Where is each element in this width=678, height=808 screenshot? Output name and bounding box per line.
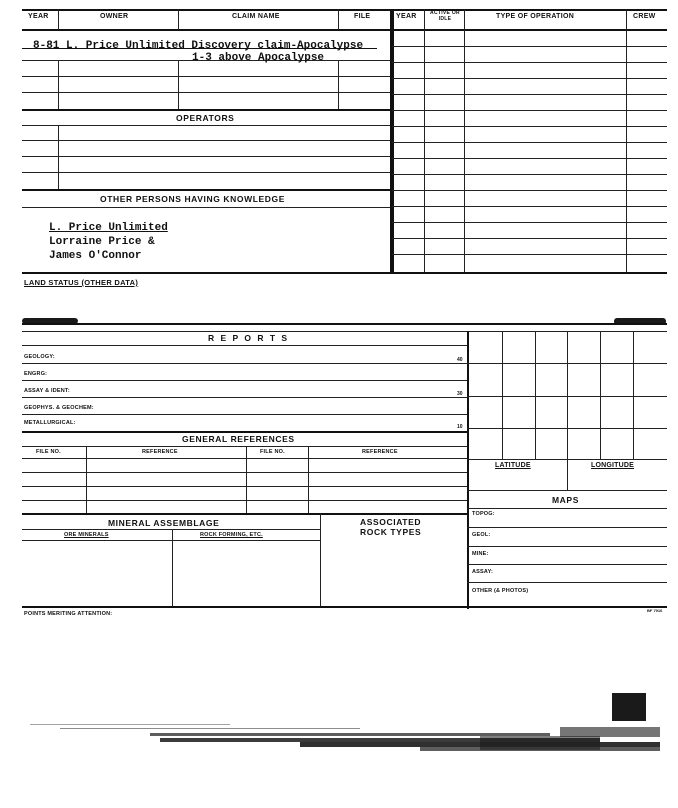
reports-title: R E P O R T S [208,333,290,343]
col-type-operation: TYPE OF OPERATION [496,13,575,20]
claim-entry-row-1: 8-81 L. Price Unlimited Discovery claim-Apocalypse [33,40,364,52]
claim-entry-row-2: 1-3 above Apocalypse [192,52,325,64]
knowledge-title: OTHER PERSONS HAVING KNOWLEDGE [100,194,286,204]
maps-geol: GEOL: [472,532,491,538]
associated-rock-types: ASSOCIATED [360,517,422,527]
col-claim-name: CLAIM NAME [232,13,280,20]
scan-black-square [612,693,646,721]
ref-header-file-no-1: FILE NO. [36,449,61,455]
maps-title: MAPS [552,495,579,505]
knowledge-line-2: Lorraine Price & [49,236,155,248]
col-active-idle: ACTIVE OR IDLE [430,10,460,22]
reports-engrg: ENGRG: [24,371,48,377]
reports-geology-num: 40 [457,357,463,363]
reports-geology: GEOLOGY: [24,354,55,360]
associated-rock-types-2: ROCK TYPES [360,527,422,537]
land-status-label: LAND STATUS (OTHER DATA) [24,278,139,287]
maps-mine: MINE: [472,551,489,557]
reports-metallurgical-num: 10 [457,424,463,430]
col-file: FILE [354,13,371,20]
ref-header-reference-2: REFERENCE [362,449,398,455]
points-meriting-attention: POINTS MERITING ATTENTION: [24,611,113,617]
ref-header-file-no-2: FILE NO. [260,449,285,455]
mineral-assemblage-title: MINERAL ASSEMBLAGE [108,518,220,528]
reports-geophys: GEOPHYS. & GEOCHEM: [24,405,94,411]
operators-title: OPERATORS [176,113,235,123]
col-owner: OWNER [100,13,129,20]
reports-assay: ASSAY & IDENT: [24,388,70,394]
ore-minerals-header: ORE MINERALS [64,532,109,538]
col-year-2: YEAR [396,13,417,20]
ref-header-reference-1: REFERENCE [142,449,178,455]
reports-metallurgical: METALLURGICAL: [24,420,76,426]
rock-forming-header: ROCK FORMING, ETC. [200,532,263,538]
general-references-title: GENERAL REFERENCES [182,434,295,444]
form-number: BF 7916 [647,608,663,613]
knowledge-line-3: James O'Connor [49,250,142,262]
strike-line [22,48,377,49]
longitude-label: LONGITUDE [591,462,635,469]
col-crew: CREW [633,13,656,20]
reports-assay-num: 30 [457,391,463,397]
col-year: YEAR [28,13,49,20]
maps-topog: TOPOG: [472,511,495,517]
latitude-label: LATITUDE [495,462,531,469]
knowledge-line-1: L. Price Unlimited [49,222,168,234]
maps-assay: ASSAY: [472,569,494,575]
maps-other: OTHER (& PHOTOS) [472,588,529,594]
